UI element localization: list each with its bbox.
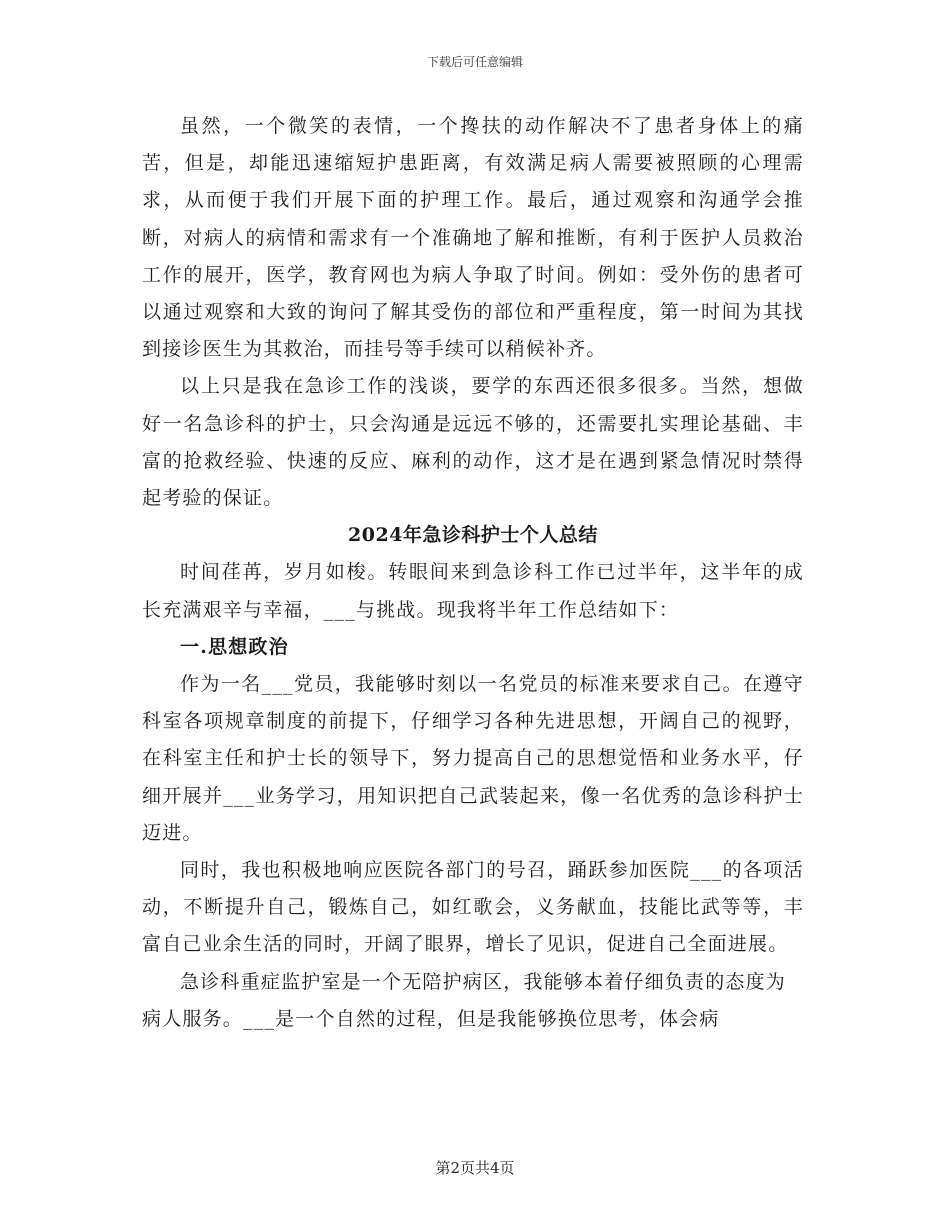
paragraph: 同时，我也积极地响应医院各部门的号召，踊跃参加医院___的各项活动，不断提升自己，锻炼自己，如红歌会，义务献血，技能比武等等，丰富自己业余生活的同时，开阔了眼界，增长了见识，促进自己全面进展。 — [142, 859, 804, 956]
paragraph: 以上只是我在急诊工作的浅谈，要学的东西还很多很多。当然，想做好一名急诊科的护士，只会沟通是远远不够的，还需要扎实理论基础、丰富的抢救经验、快速的反应、麻利的动作，这才是在遇到紧急情况时禁得起考验的保证。 — [142, 375, 804, 510]
intro-paragraph: 时间荏苒，岁月如梭。转眼间来到急诊科工作已过半年，这半年的成长充满艰辛与幸福，___与挑战。现我将半年工作总结如下： — [142, 561, 804, 621]
document-title: 2024年急诊科护士个人总结 — [348, 524, 598, 547]
document-body — [142, 108, 804, 1038]
paragraph: 急诊科重症监护室是一个无陪护病区，我能够本着仔细负责的态度为病人服务。___是一个自然的过程，但是我能够换位思考，体会病 — [142, 970, 787, 1030]
section-heading: 一.思想政治 — [180, 635, 289, 658]
page-footer: 第2页共4页 — [435, 1159, 515, 1177]
paragraph: 作为一名___党员，我能够时刻以一名党员的标准来要求自己。在遵守科室各项规章制度的前提下，仔细学习各种先进思想，开阔自己的视野，在科室主任和护士长的领导下，努力提高自己的思想觉悟和业务水平，仔细开展并___业务学习，用知识把自己武装起来，像一名优秀的急诊科护士迈进。 — [142, 673, 804, 844]
paragraph: 虽然，一个微笑的表情，一个搀扶的动作解决不了患者身体上的痛苦，但是，却能迅速缩短护患距离，有效满足病人需要被照顾的心理需求，从而便于我们开展下面的护理工作。最后，通过观察和沟通学会推断，对病人的病情和需求有一个准确地了解和推断，有利于医护人员救治工作的展开，医学，教育网也为病人争取了时间。例如：受外伤的患者可以通过观察和大致的询问了解其受伤的部位和严重程度，第一时间为其找到接诊医生为其救治，而挂号等手续可以稍候补齐。 — [142, 115, 804, 361]
page-header: 下载后可任意编辑 — [426, 55, 523, 69]
